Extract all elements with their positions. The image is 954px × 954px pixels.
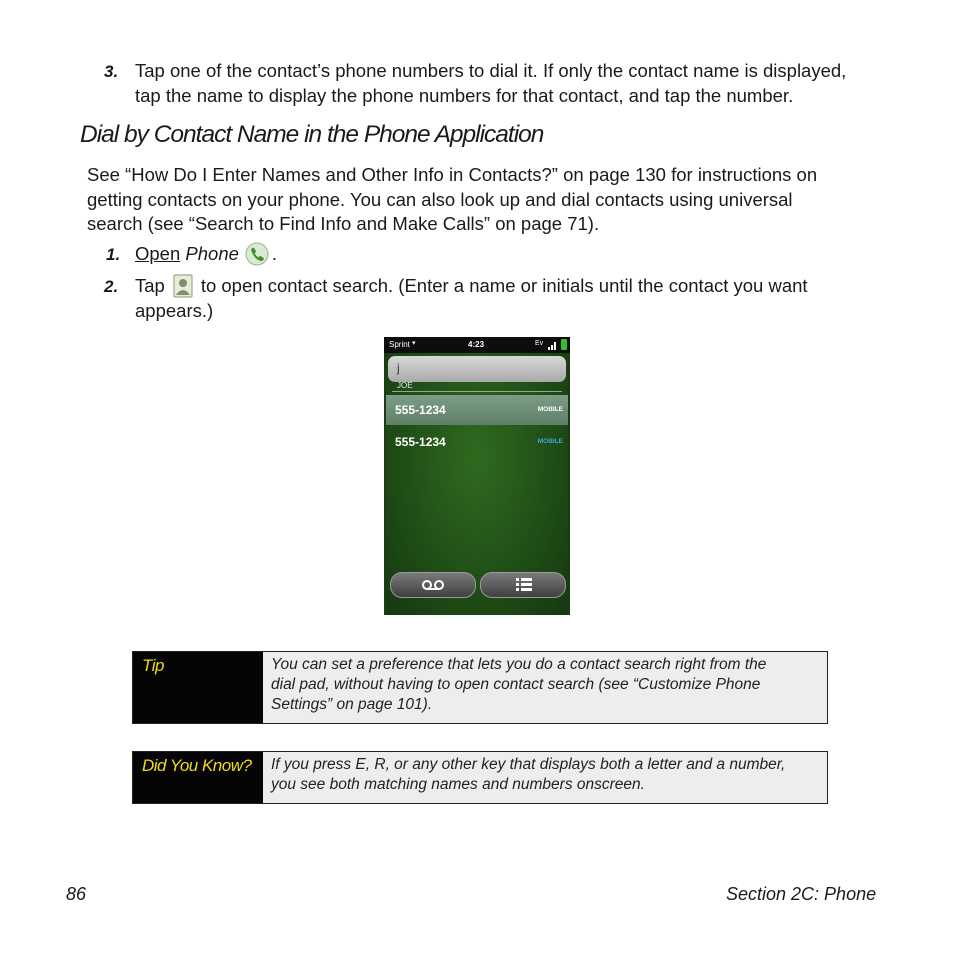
tip-label: Tip [133, 652, 263, 723]
carrier-name: Sprint [389, 340, 410, 349]
tip-line-1: You can set a preference that lets you do a contact search right from the [271, 656, 767, 673]
step-1-text [135, 242, 277, 267]
step-2-line-2: appears.) [135, 299, 214, 321]
list-view-button[interactable] [480, 572, 566, 598]
section-footer: Section 2C: Phone [726, 884, 877, 904]
list-icon [516, 578, 532, 596]
carrier-menu-icon: ▾ [412, 340, 416, 347]
intro-paragraph [87, 163, 817, 237]
step-1-number: 1. [106, 245, 121, 264]
dyk-line-1: If you press E, R, or any other key that displays both a letter and a number, [271, 756, 786, 773]
intro-line-1: See “How Do I Enter Names and Other Info in Contacts?” on page 130 for instructions on [87, 164, 818, 185]
signal-icon [548, 340, 558, 352]
row-1-number: 555-1234 [395, 403, 446, 417]
contacts-search-icon[interactable] [173, 274, 193, 298]
dyk-line-2: you see both matching names and numbers onscreen. [271, 776, 645, 793]
voicemail-icon [422, 578, 444, 596]
contact-search-input[interactable] [388, 356, 566, 382]
row-1-label: MOBILE [537, 406, 563, 413]
step-2-text [135, 274, 808, 323]
step-3-line-1: Tap one of the contact’s phone numbers to dial it. If only the contact name is displayed, [135, 60, 847, 81]
ev-indicator: Ev [535, 340, 544, 347]
phone-app-name: Phone [185, 243, 239, 264]
did-you-know-label: Did You Know? [133, 752, 263, 803]
phone-screenshot [384, 337, 570, 615]
row-2-number: 555-1234 [395, 435, 446, 449]
phone-app-icon [245, 242, 269, 266]
row-2-label: MOBILE [537, 438, 563, 445]
did-you-know-text [271, 755, 817, 795]
tip-box [132, 651, 828, 724]
did-you-know-box [132, 751, 828, 804]
step-2-tap: Tap [135, 275, 165, 296]
section-heading: Dial by Contact Name in the Phone Application [80, 121, 544, 148]
step-3-text [135, 59, 846, 108]
step-2-rest: to open contact search. (Enter a name or initials until the contact you want [200, 275, 808, 296]
page-number: 86 [66, 884, 87, 904]
contact-number-row-2[interactable] [386, 429, 568, 459]
step-2-number: 2. [104, 277, 119, 296]
status-time: 4:23 [468, 340, 485, 349]
contact-number-row-1[interactable] [386, 395, 568, 425]
open-link[interactable]: Open [135, 243, 181, 264]
step-3-line-2: tap the name to display the phone numbers for that contact, and tap the number. [135, 84, 794, 106]
phone-screen [386, 353, 568, 615]
intro-line-3: search (see “Search to Find Info and Make Calls” on page 71). [87, 213, 600, 234]
step-3-number: 3. [104, 62, 119, 81]
battery-icon [561, 339, 567, 350]
tip-line-3: Settings” on page 101). [271, 696, 433, 713]
intro-line-2: getting contacts on your phone. You can also look up and dial contacts using universal [87, 188, 793, 210]
contact-name-header: JOE [397, 381, 413, 390]
search-input-value: j [397, 361, 400, 375]
status-bar [384, 337, 570, 353]
header-divider [392, 391, 562, 392]
step-1-period: . [271, 243, 278, 264]
voicemail-button[interactable] [390, 572, 476, 598]
tip-text [271, 655, 817, 715]
tip-line-2: dial pad, without having to open contact search (see “Customize Phone [271, 676, 761, 693]
